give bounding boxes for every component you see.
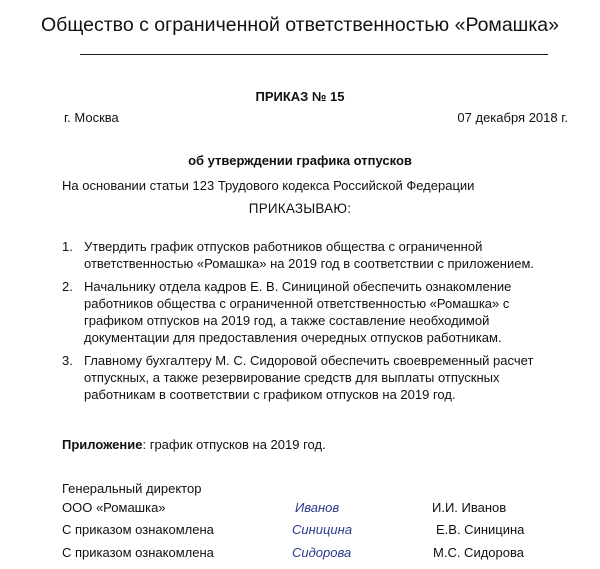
list-item xyxy=(62,238,582,272)
item-line: Начальнику отдела кадров Е. В. Синициной обеспечить ознакомление xyxy=(84,279,512,294)
order-basis: На основании статьи 123 Трудового кодекса Российской Федерации xyxy=(62,178,475,193)
item-line: Утвердить график отпусков работников общества с ограниченной xyxy=(84,239,483,254)
director-signature: Иванов xyxy=(295,500,340,515)
appendix-line xyxy=(62,437,326,452)
list-item xyxy=(62,352,582,403)
item-line: документации для предоставления очередных отпусков работникам. xyxy=(84,330,502,345)
acquainted-signature: Сидорова xyxy=(292,545,352,560)
item-line: Главному бухгалтеру М. С. Сидоровой обеспечить своевременный расчет xyxy=(84,353,534,368)
header-divider xyxy=(80,54,548,55)
appendix-text: : график отпусков на 2019 год. xyxy=(142,437,326,452)
company-name: ООО «Ромашка» xyxy=(62,500,166,515)
order-word: ПРИКАЗЫВАЮ: xyxy=(248,201,352,216)
order-subject: об утверждении графика отпусков xyxy=(188,153,412,168)
item-line: работников общества с ограниченной ответственностью «Ромашка» с xyxy=(84,296,510,311)
organization-name: Общество с ограниченной ответственностью «Ромашка» xyxy=(41,14,559,36)
item-line: ответственностью «Ромашка» на 2019 год в соответствии с приложением. xyxy=(84,256,534,271)
acquainted-signature: Синицина xyxy=(292,522,353,537)
director-name: И.И. Иванов xyxy=(432,500,507,515)
item-line: графиком отпусков на 2019 год, а также составление необходимой xyxy=(84,313,490,328)
appendix-label: Приложение xyxy=(62,437,143,452)
list-item xyxy=(62,278,582,346)
acquainted-label: С приказом ознакомлена xyxy=(62,545,214,560)
order-title: ПРИКАЗ № 15 xyxy=(255,89,345,104)
item-number: 1. xyxy=(62,239,73,254)
order-date: 07 декабря 2018 г. xyxy=(457,110,568,125)
item-line: отпускных, а также резервирование средств для выплаты отпускных xyxy=(84,370,500,385)
order-items-list xyxy=(62,238,582,409)
item-line: работникам в соответствии с графиком отпусков на 2019 год. xyxy=(84,387,456,402)
order-city: г. Москва xyxy=(64,110,119,125)
acquainted-name: Е.В. Синицина xyxy=(436,522,525,537)
director-title: Генеральный директор xyxy=(62,481,202,496)
item-number: 3. xyxy=(62,353,73,368)
item-number: 2. xyxy=(62,279,73,294)
acquainted-name: М.С. Сидорова xyxy=(433,545,524,560)
acquainted-label: С приказом ознакомлена xyxy=(62,522,214,537)
